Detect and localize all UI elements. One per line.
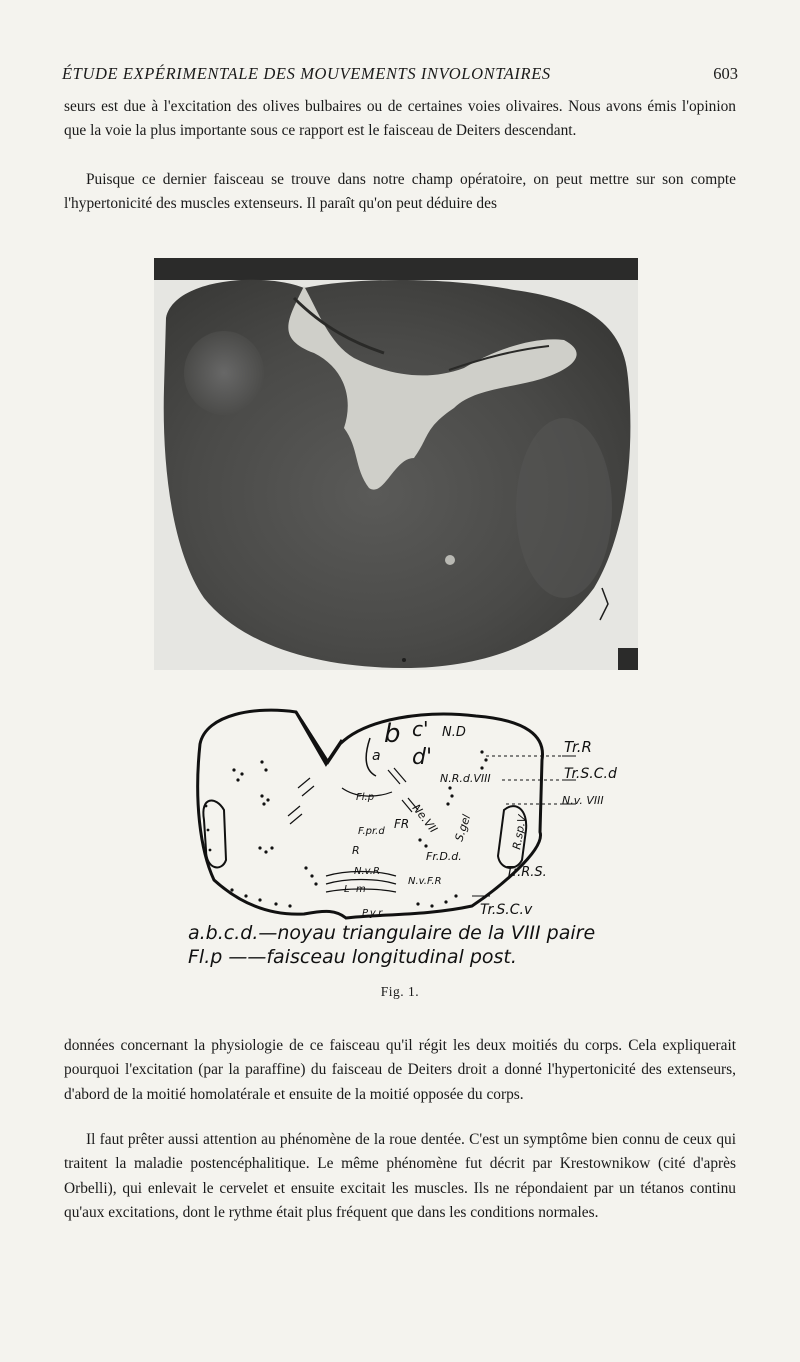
label-tr-scd: Tr.S.C.d (564, 766, 617, 782)
legend-text-2: faisceau longitudinal post. (266, 946, 517, 968)
label-tr-rs: Tr.R.S. (506, 865, 547, 880)
label-d-prime: d' (412, 745, 433, 770)
legend-abbr-2: Fl.p (188, 946, 223, 968)
paragraph-top-1: seurs est due à l'excitation des olives bulbaires ou de certaines voies olivaires. Nous avons émis l'opinion que la voie la plus importante sous ce rapport est le faisceau de Deiters descendant. (64, 98, 736, 140)
label-a: a (372, 748, 381, 764)
label-l: L (344, 884, 350, 895)
label-nv-f-r: N.v.F.R (408, 876, 442, 887)
label-m: m (356, 884, 366, 895)
label-nd: N.D (442, 725, 466, 740)
label-nv-viii: N.v. VIII (562, 794, 604, 807)
running-head (62, 64, 738, 84)
figure-caption: Fig. 1. (380, 984, 420, 999)
label-c-prime: c' (412, 717, 429, 741)
label-b: b (384, 719, 401, 749)
label-r: R (352, 844, 360, 857)
legend-abbr-1: a.b.c.d. (188, 922, 259, 944)
label-tr-r: Tr.R (564, 738, 592, 756)
paragraph-bottom-1: données concernant la physiologie de ce faisceau qu'il régit les deux moitiés du corps. Cela expliquerait pourquoi l'excitation (par la paraffine) du faisceau de Deiters droit a donné l'hypertonicité des extenseurs, d'abord de la moitié homolatérale et ensuite de la moitié opposée du corps. (64, 1037, 736, 1103)
label-tr-scv: Tr.S.C.v (480, 902, 533, 918)
label-fr-d-d: Fr.D.d. (426, 850, 462, 863)
legend-dash-2: —— (228, 946, 267, 968)
paragraph-top-2: Puisque ce dernier faisceau se trouve dans notre champ opératoire, on peut mettre sur son compte l'hypertonicité des muscles extenseurs. Il paraît qu'on peut déduire des (64, 171, 736, 213)
brainstem-section-photo (154, 258, 638, 670)
legend-text-1: noyau triangulaire de la VIII paire (277, 922, 596, 944)
page-number: 603 (713, 64, 738, 83)
label-s-gel: S.gel (452, 812, 474, 843)
legend-line-1 (188, 922, 595, 944)
legend-line-2 (188, 946, 517, 968)
label-nv-r: N.v.R (354, 866, 380, 877)
paragraph-bottom-2: Il faut prêter aussi attention au phénomène de la roue dentée. C'est un symptôme bien connu de ceux qui traitent la maladie postencéphalitique. Le même phénomène fut décrit par Krestownikow (cité d'après Orbelli), qui enlevait le cervelet et ensuite excitait les muscles. Ils ne répondaient par un tétanos continu qu'aux excitations, dont le rythme était plus fréquent que dans les conditions normales. (64, 1131, 736, 1222)
label-r-sp-v: R.sp.V (510, 813, 530, 851)
label-ne-vii: Ne.VII (409, 801, 440, 836)
label-nr-d-viii: N.R.d.VIII (440, 772, 491, 785)
label-pyr: P.y.r (362, 908, 383, 919)
label-fprd: F.pr.d (358, 826, 385, 837)
running-title: ÉTUDE EXPÉRIMENTALE DES MOUVEMENTS INVOLONTAIRES (62, 64, 551, 83)
legend-dash-1: — (258, 922, 278, 944)
label-fr: FR (394, 817, 410, 831)
label-flp: Fl.p (356, 792, 375, 803)
